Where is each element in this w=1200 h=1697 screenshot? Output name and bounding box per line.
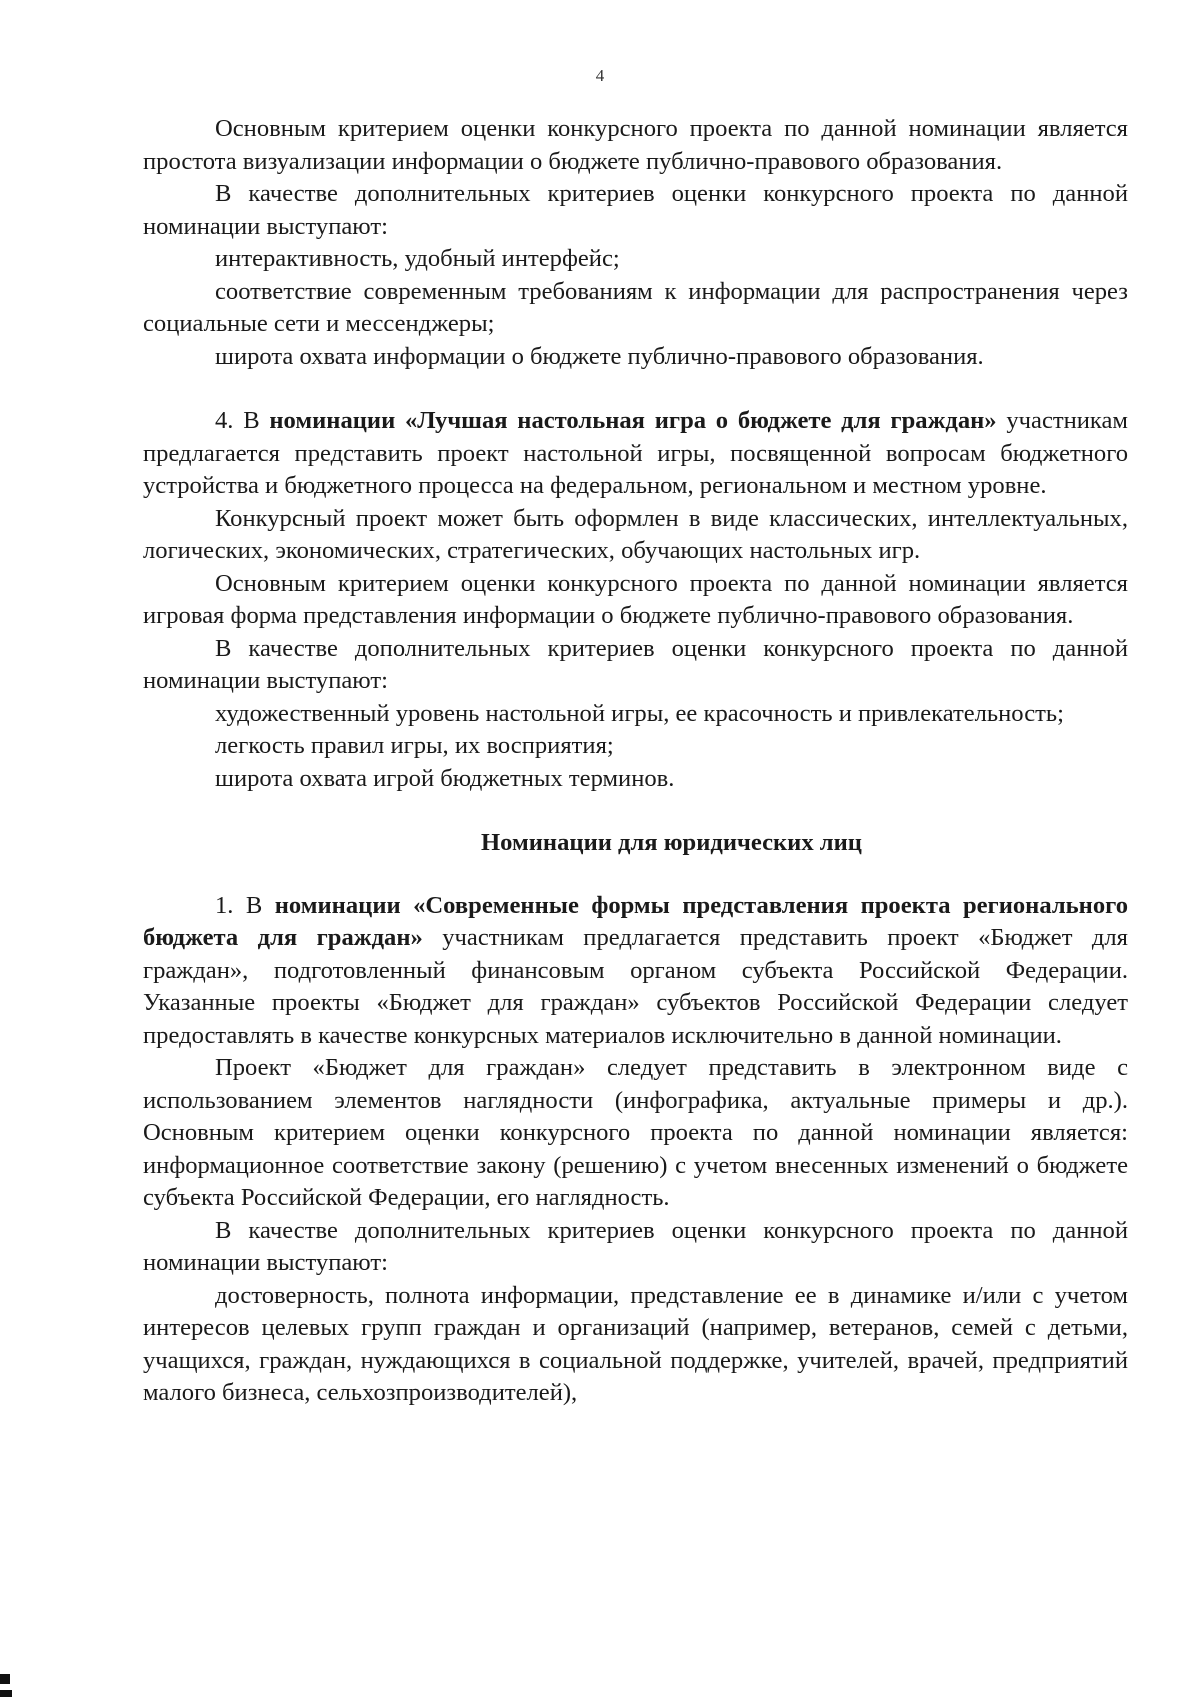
paragraph-nomination-regional-budget bbox=[143, 890, 1128, 1053]
section-heading-legal-entities: Номинации для юридических лиц bbox=[481, 829, 862, 856]
criterion-item-terms-coverage: широта охвата игрой бюджетных терминов. bbox=[215, 764, 675, 792]
nomination-description: участникам предлагается представить проект настольной игры, посвященной вопросам бюджетного устройства и бюджетного процесса на федеральном, региональном и местном уровне. bbox=[143, 407, 1128, 499]
paragraph-main-criterion-visualization: Основным критерием оценки конкурсного проекта по данной номинации является простота визуализации информации о бюджете публично-правового образования. bbox=[143, 115, 1128, 175]
scan-artifact bbox=[0, 1674, 10, 1684]
nomination-number: 4. В bbox=[215, 407, 270, 434]
paragraph-additional-criteria-intro-3: В качестве дополнительных критериев оценки конкурсного проекта по данной номинации выступают: bbox=[143, 1216, 1128, 1276]
nomination-title-board-game: номинации «Лучшая настольная игра о бюджете для граждан» bbox=[269, 407, 997, 434]
criterion-item-interactivity: интерактивность, удобный интерфейс; bbox=[215, 245, 620, 272]
paragraph-nomination-board-game bbox=[143, 405, 1128, 503]
nomination-number-legal: 1. В bbox=[215, 891, 275, 919]
criterion-item-reliability: достоверность, полнота информации, представление ее в динамике и/или с учетом интересов целевых групп граждан и организаций (например, ветеранов, семей с детьми, учащихся, граждан, нуждающихся в социальной поддержке, учителей, врачей, предприятий малого бизнеса, сельхозпроизводителей), bbox=[143, 1281, 1128, 1406]
nomination-title-regional-budget: номинации «Современные формы представления проекта регионального бюджета для граждан» bbox=[143, 891, 1128, 951]
nomination-description-legal: участникам предлагается представить проект «Бюджет для граждан», подготовленный финансовым органом субъекта Российской Федерации. Указанные проекты «Бюджет для граждан» субъектов Российской Федерации следует предоставлять в качестве конкурсных материалов исключительно в данной номинации. bbox=[143, 924, 1128, 1049]
criterion-item-social-networks: соответствие современным требованиям к информации для распространения через социальные сети и мессенджеры; bbox=[143, 277, 1128, 337]
criterion-item-coverage: широта охвата информации о бюджете публично-правового образования. bbox=[215, 342, 984, 370]
criterion-item-rules: легкость правил игры, их восприятия; bbox=[215, 732, 614, 759]
body-text bbox=[143, 113, 1128, 1410]
paragraph-electronic-form: Проект «Бюджет для граждан» следует представить в электронном виде с использованием элементов наглядности (инфографика, актуальные примеры и др.). Основным критерием оценки конкурсного проекта по данной номинации является: информационное соответствие закону (решению) с учетом внесенных изменений о бюджете субъекта Российской Федерации, его наглядность. bbox=[143, 1054, 1128, 1211]
paragraph-additional-criteria-intro-2: В качестве дополнительных критериев оценки конкурсного проекта по данной номинации выступают: bbox=[143, 634, 1128, 694]
paragraph-additional-criteria-intro: В качестве дополнительных критериев оценки конкурсного проекта по данной номинации выступают: bbox=[143, 180, 1128, 240]
page-number: 4 bbox=[595, 66, 605, 85]
criterion-item-artistic-level: художественный уровень настольной игры, ее красочность и привлекательность; bbox=[215, 699, 1064, 727]
paragraph-project-form: Конкурсный проект может быть оформлен в виде классических, интеллектуальных, логических, экономических, стратегических, обучающих настольных игр. bbox=[143, 504, 1128, 564]
paragraph-main-criterion-game: Основным критерием оценки конкурсного проекта по данной номинации является игровая форма представления информации о бюджете публично-правового образования. bbox=[143, 569, 1128, 629]
scan-artifact-2 bbox=[0, 1690, 12, 1697]
